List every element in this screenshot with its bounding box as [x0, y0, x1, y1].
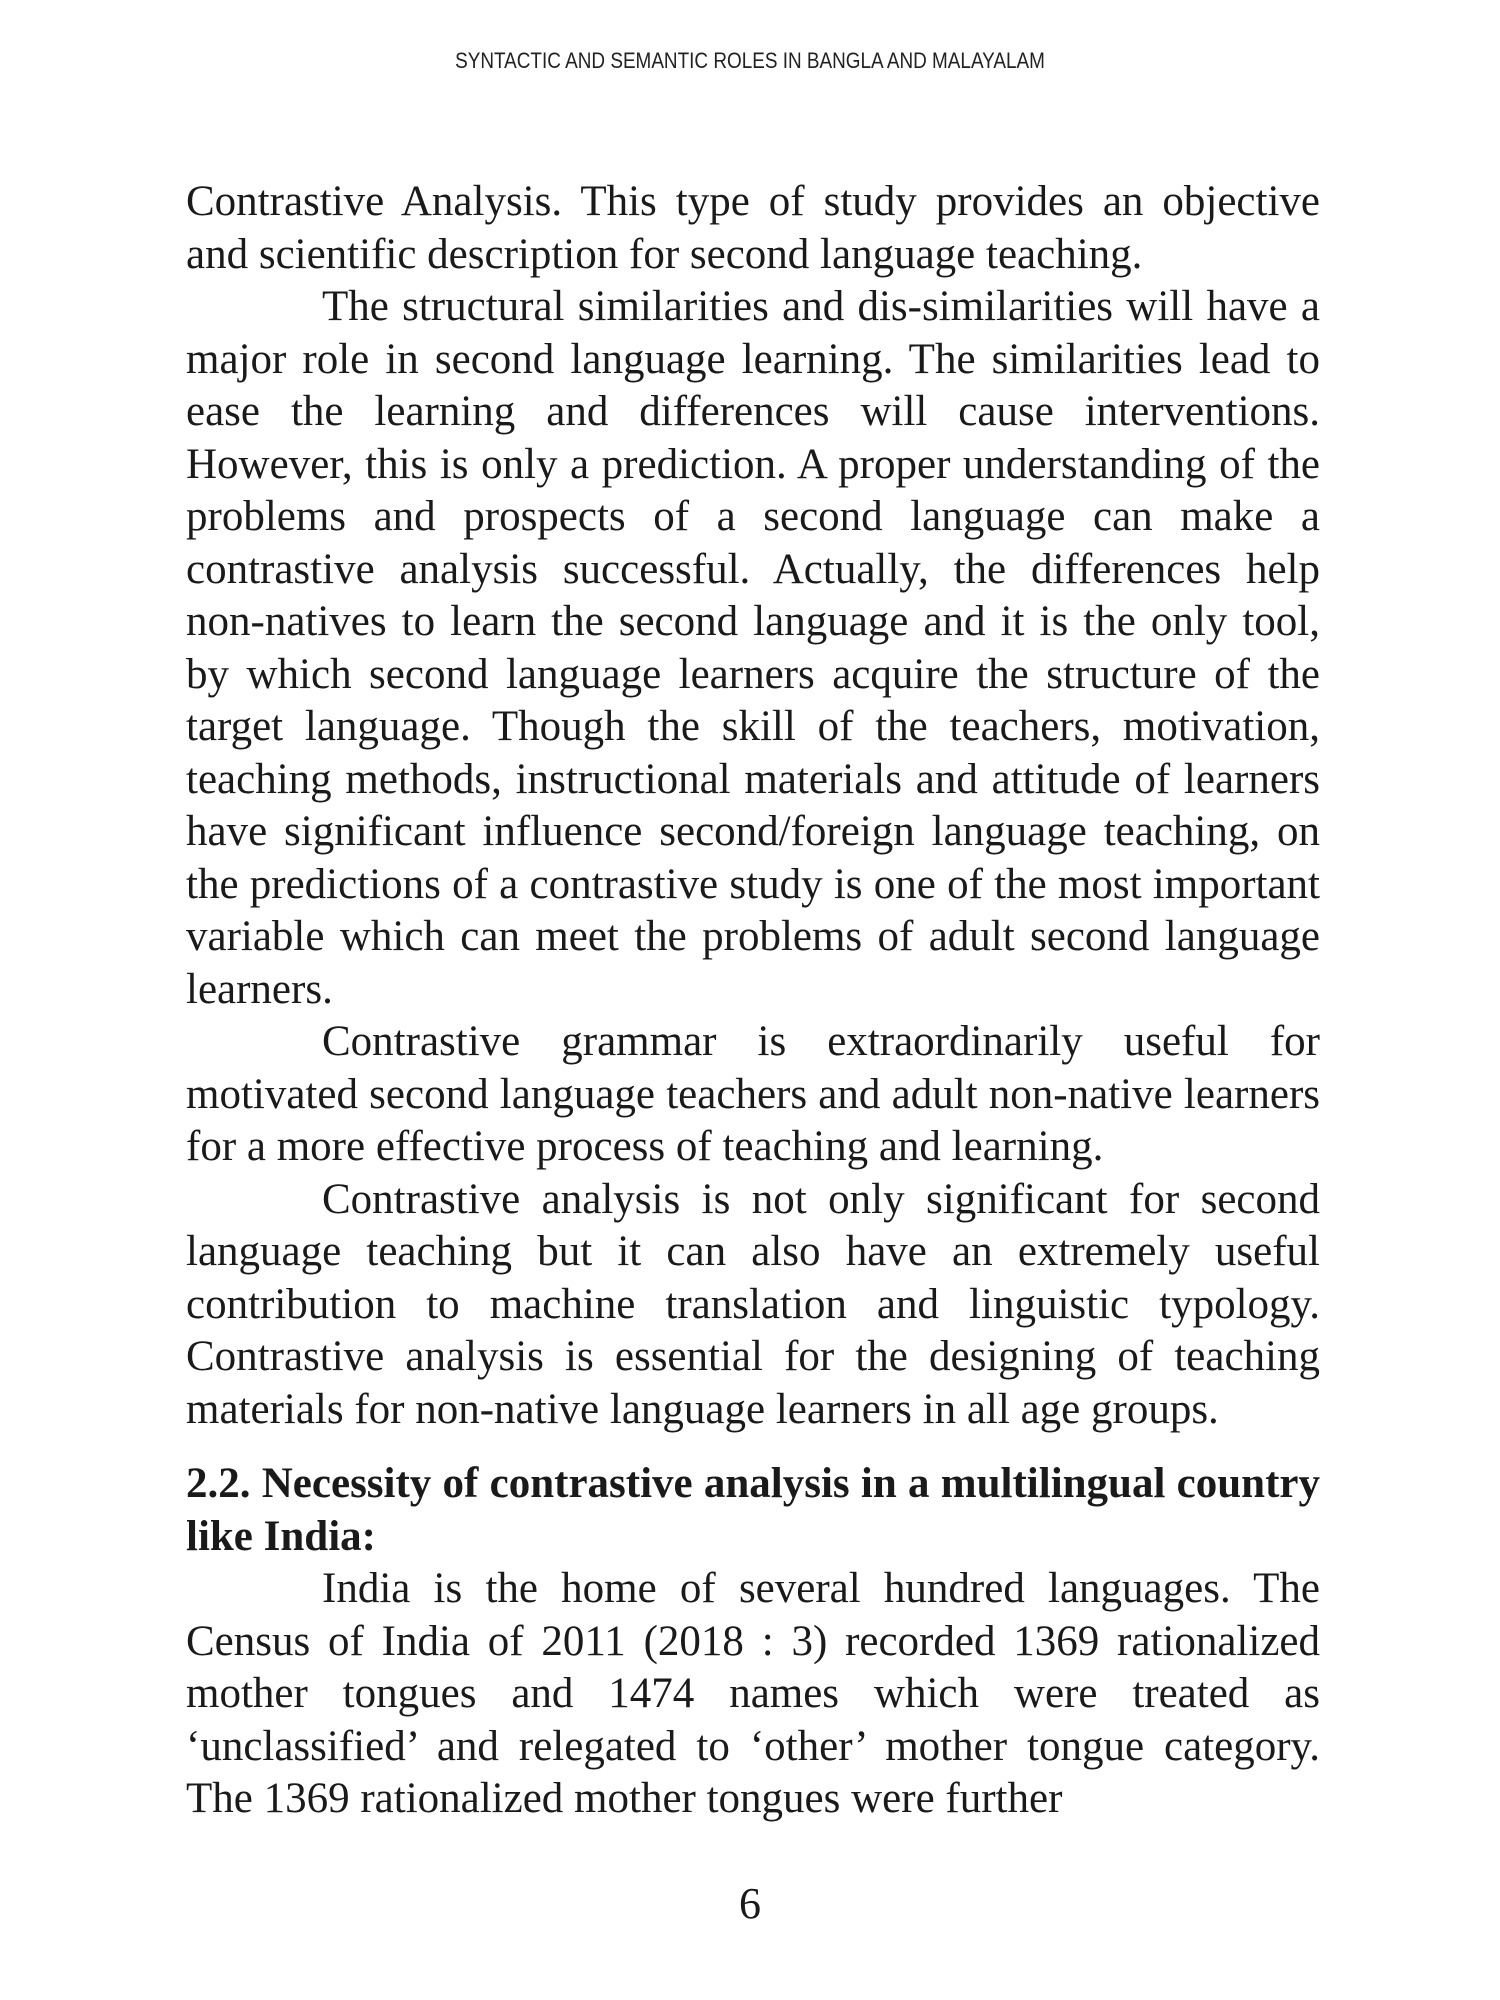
- paragraph-5: India is the home of several hundred languages. The Census of India of 2011 (2018 : 3) recorded 1369 rationalized mother tongues and 1474 names which were treated as ‘unclassified’ and relegated to ‘other’ mother tongue category. The 1369 rationalized mother tongues were further: [186, 1565, 1320, 1822]
- running-header: SYNTACTIC AND SEMANTIC ROLES IN BANGLA AND MALAYALAM: [455, 48, 1045, 73]
- paragraph-4: Contrastive analysis is not only significant for second language teaching but it can also have an extremely useful contribution to machine translation and linguistic typology. Contrastive analysis is essential for the designing of teaching materials for non-native language learners in all age groups.: [186, 1175, 1320, 1433]
- paragraph-3: Contrastive grammar is extraordinarily useful for motivated second language teachers and adult non-native learners for a more effective process of teaching and learning.: [186, 1018, 1320, 1170]
- page-body: [186, 176, 1320, 1826]
- page-number: 6: [739, 1879, 761, 1928]
- section-heading: 2.2. Necessity of contrastive analysis in a multilingual country like India:: [186, 1460, 1320, 1560]
- paragraph-2: The structural similarities and dis-similarities will have a major role in second language learning. The similarities lead to ease the learning and differences will cause interventions. However, this is only a prediction. A proper understanding of the problems and prospects of a second language can make a contrastive analysis successful. Actually, the differences help non-natives to learn the second language and it is the only tool, by which second language learners acquire the structure of the target language. Though the skill of the teachers, motivation, teaching methods, instructional materials and attitude of learners have significant influence second/foreign language teaching, on the predictions of a contrastive study is one of the most important variable which can meet the problems of adult second language learners.: [186, 283, 1320, 1013]
- paragraph-1: Contrastive Analysis. This type of study provides an objective and scientific description for second language teaching.: [186, 178, 1320, 278]
